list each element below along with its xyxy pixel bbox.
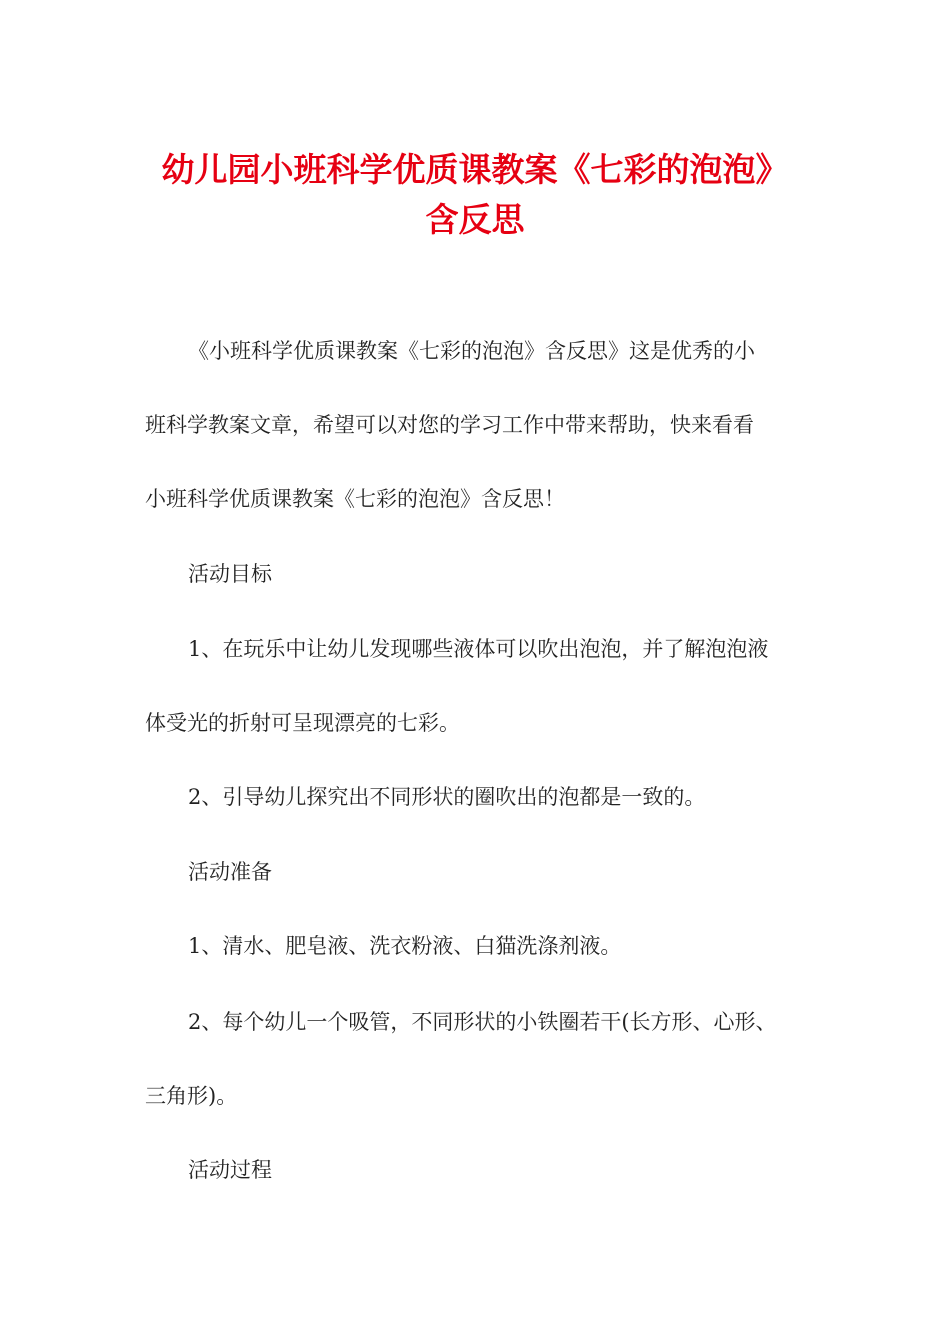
document-title-line-2: 含反思 xyxy=(425,200,525,239)
section-heading-goals: 活动目标 xyxy=(188,562,272,586)
goal-1-line-1: 1、在玩乐中让幼儿发现哪些液体可以吹出泡泡，并了解泡泡液 xyxy=(188,637,769,661)
intro-line-2: 班科学教案文章，希望可以对您的学习工作中带来帮助，快来看看 xyxy=(145,413,754,437)
goal-1-line-2: 体受光的折射可呈现漂亮的七彩。 xyxy=(145,711,460,735)
prep-2-line-1: 2、每个幼儿一个吸管，不同形状的小铁圈若干(长方形、心形、 xyxy=(188,1010,777,1034)
goal-2: 2、引导幼儿探究出不同形状的圈吹出的泡都是一致的。 xyxy=(188,785,706,809)
prep-1: 1、清水、肥皂液、洗衣粉液、白猫洗涤剂液。 xyxy=(188,934,622,958)
document-title-line-1: 幼儿园小班科学优质课教案《七彩的泡泡》 xyxy=(161,150,789,189)
prep-2-line-2: 三角形)。 xyxy=(145,1084,238,1108)
intro-line-1: 《小班科学优质课教案《七彩的泡泡》含反思》这是优秀的小 xyxy=(188,339,755,363)
section-heading-prep: 活动准备 xyxy=(188,860,272,884)
section-heading-process: 活动过程 xyxy=(188,1158,272,1182)
intro-line-3: 小班科学优质课教案《七彩的泡泡》含反思！ xyxy=(145,487,565,511)
